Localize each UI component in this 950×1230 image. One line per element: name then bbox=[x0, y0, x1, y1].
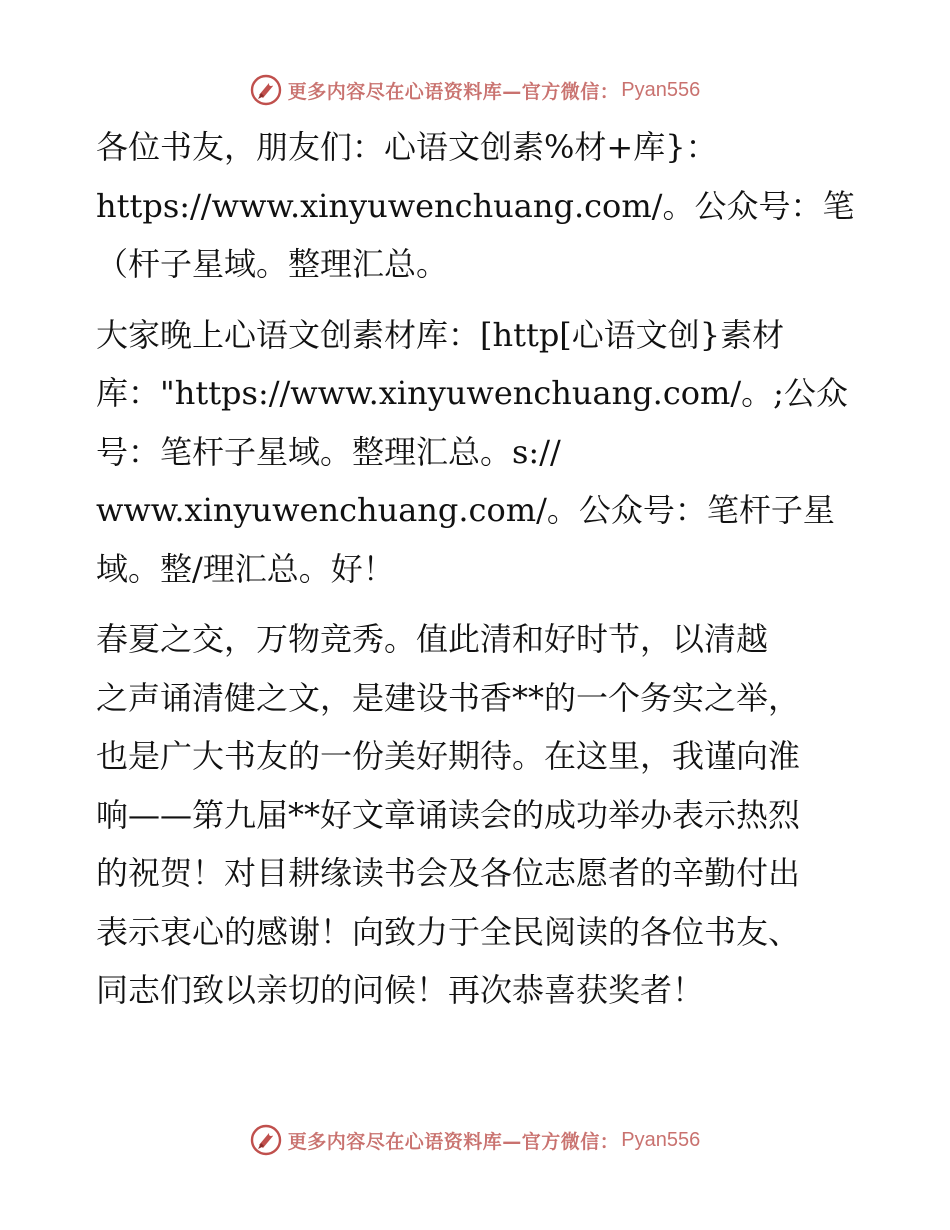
banner-ad-text: 更多内容尽在心语资料库—官方微信： bbox=[287, 80, 620, 103]
footer-banner bbox=[0, 1120, 950, 1160]
paragraph-greeting bbox=[96, 118, 856, 294]
text-line: 大家晚上心语文创素材库：[http[心语文创}素材 bbox=[96, 315, 785, 354]
text-line: 表示衷心的感谢！向致力于全民阅读的各位书友、 bbox=[96, 912, 801, 951]
document-body bbox=[96, 118, 856, 1032]
banner-ad-text: 更多内容尽在心语资料库—官方微信： bbox=[287, 1130, 620, 1153]
red-circular-logo-icon bbox=[250, 74, 282, 106]
text-line: 同志们致以亲切的问候！再次恭喜获奖者！ bbox=[96, 971, 705, 1009]
text-line: （杆子星域。整理汇总。 bbox=[96, 245, 449, 283]
banner-wechat-id: Pyan556 bbox=[621, 78, 701, 101]
text-line: https://www.xinyuwenchuang.com/。公众号：笔 bbox=[96, 186, 855, 225]
text-line: 库："https://www.xinyuwenchuang.com/。;公众 bbox=[96, 374, 848, 412]
text-line: 域。整/理汇总。好！ bbox=[96, 549, 395, 588]
text-line: www.xinyuwenchuang.com/。公众号：笔杆子星 bbox=[96, 491, 835, 529]
red-circular-logo-icon bbox=[250, 1124, 282, 1156]
text-line: 春夏之交，万物竞秀。值此清和好时节，以清越 bbox=[96, 620, 769, 658]
text-line: 号：笔杆子星域。整理汇总。s:// bbox=[96, 432, 561, 471]
text-line: 响——第九届**好文章诵读会的成功举办表示热烈 bbox=[96, 795, 801, 834]
text-line: 之声诵清健之文，是建设书香**的一个务实之举， bbox=[96, 678, 801, 717]
paragraph-main bbox=[96, 610, 856, 1020]
text-line: 的祝贺！对目耕缘读书会及各位志愿者的辛勤付出 bbox=[96, 854, 801, 892]
paragraph-evening bbox=[96, 306, 856, 599]
text-line: 各位书友，朋友们：心语文创素%材+库}： bbox=[96, 128, 718, 166]
text-line: 也是广大书友的一份美好期待。在这里，我谨向淮 bbox=[96, 737, 801, 775]
banner-wechat-id: Pyan556 bbox=[621, 1128, 701, 1151]
header-banner bbox=[0, 70, 950, 110]
